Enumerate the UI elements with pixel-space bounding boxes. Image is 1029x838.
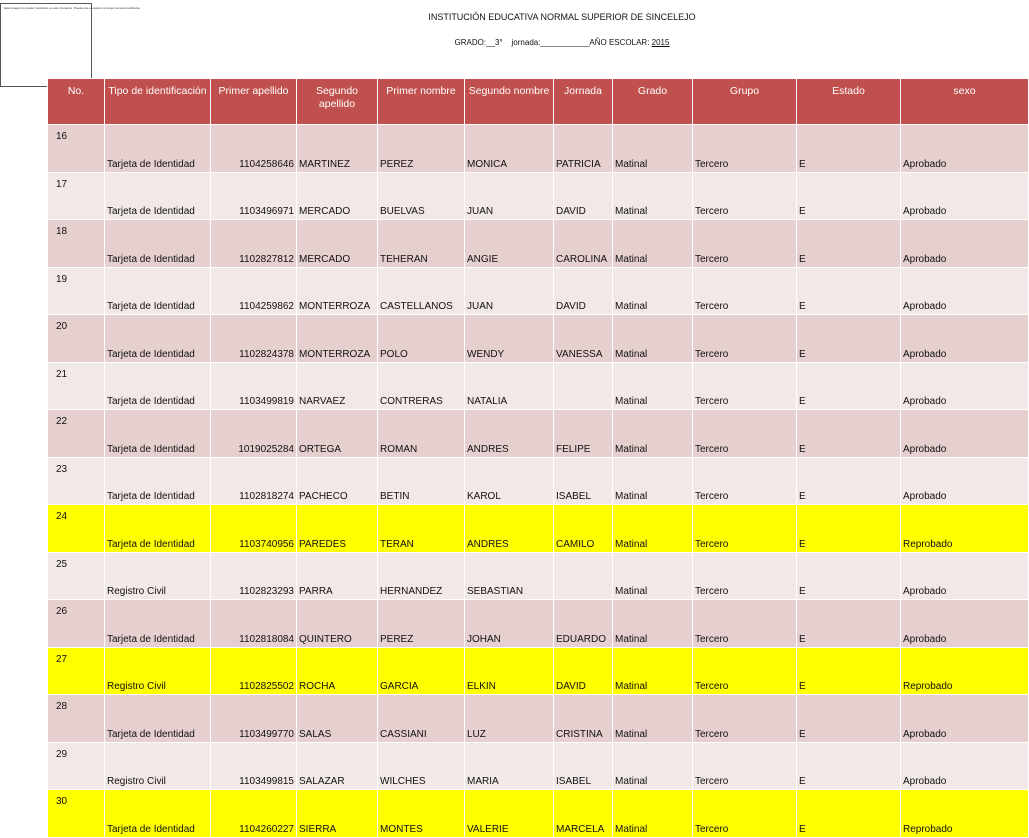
institution-title: INSTITUCIÓN EDUCATIVA NORMAL SUPERIOR DE SINCELEJO [428,12,696,22]
id-number-cell: 1103740956 [211,505,297,553]
shift-cell: Matinal [613,220,693,268]
anio-label: AÑO ESCOLAR: [589,38,650,47]
group-cell: E [797,172,901,220]
column-header: Grado [613,79,693,125]
id-type-cell: Tarjeta de Identidad [105,505,211,553]
second-surname-cell: ROMAN [378,410,465,458]
id-type-cell: Tarjeta de Identidad [105,315,211,363]
id-number-cell: 1102825502 [211,647,297,695]
status-cell: Aprobado [901,410,1029,458]
row-number-cell: 30 [48,790,105,838]
jornada-value: ___________ [540,38,590,47]
second-surname-cell: CASTELLANOS [378,267,465,315]
grade-cell: Tercero [693,790,797,838]
shift-cell: Matinal [613,600,693,648]
first-surname-cell: PACHECO [297,457,378,505]
group-cell: E [797,267,901,315]
status-cell: Aprobado [901,600,1029,648]
group-cell: E [797,125,901,173]
row-number-cell: 29 [48,742,105,790]
status-cell: Aprobado [901,220,1029,268]
table-row [48,267,1029,315]
first-surname-cell: SALAS [297,695,378,743]
id-number-cell: 1102818274 [211,457,297,505]
second-name-cell: DAVID [554,267,613,315]
second-surname-cell: TEHERAN [378,220,465,268]
shift-cell: Matinal [613,125,693,173]
second-name-cell: CRISTINA [554,695,613,743]
row-number-cell: 23 [48,457,105,505]
shift-cell: Matinal [613,362,693,410]
id-number-cell: 1102824378 [211,315,297,363]
id-number-cell: 1103499815 [211,742,297,790]
first-surname-cell: ROCHA [297,647,378,695]
group-cell: E [797,505,901,553]
second-surname-cell: WILCHES [378,742,465,790]
grado-label: GRADO: [454,38,487,47]
id-type-cell: Tarjeta de Identidad [105,790,211,838]
shift-cell: Matinal [613,790,693,838]
first-surname-cell: QUINTERO [297,600,378,648]
shift-cell: Matinal [613,267,693,315]
id-type-cell: Tarjeta de Identidad [105,410,211,458]
first-name-cell: LUZ [465,695,554,743]
table-row [48,220,1029,268]
table-header [48,79,1029,125]
id-type-cell: Tarjeta de Identidad [105,172,211,220]
status-cell: Reprobado [901,505,1029,553]
second-name-cell: CAMILO [554,505,613,553]
table-row [48,362,1029,410]
table-row [48,790,1029,838]
row-number-cell: 22 [48,410,105,458]
id-type-cell: Tarjeta de Identidad [105,362,211,410]
group-cell: E [797,457,901,505]
id-number-cell: 1103496971 [211,172,297,220]
second-surname-cell: HERNANDEZ [378,552,465,600]
status-cell: Aprobado [901,315,1029,363]
group-cell: E [797,410,901,458]
table-row [48,315,1029,363]
shift-cell: Matinal [613,315,693,363]
id-number-cell: 1104258646 [211,125,297,173]
first-surname-cell: PARRA [297,552,378,600]
grade-cell: Tercero [693,315,797,363]
first-name-cell: NATALIA [465,362,554,410]
grade-cell: Tercero [693,220,797,268]
row-number-cell: 19 [48,267,105,315]
status-cell: Aprobado [901,742,1029,790]
second-name-cell: VANESSA [554,315,613,363]
table-row [48,172,1029,220]
shift-cell: Matinal [613,172,693,220]
status-cell: Reprobado [901,790,1029,838]
second-surname-cell: PEREZ [378,600,465,648]
table-body [48,125,1029,838]
row-number-cell: 26 [48,600,105,648]
status-cell: Aprobado [901,125,1029,173]
first-surname-cell: NARVAEZ [297,362,378,410]
column-header: Segundo nombre [465,79,554,125]
first-surname-cell: SIERRA [297,790,378,838]
grade-cell: Tercero [693,695,797,743]
second-surname-cell: CASSIANI [378,695,465,743]
group-cell: E [797,220,901,268]
second-name-cell: MARCELA [554,790,613,838]
second-surname-cell: GARCIA [378,647,465,695]
student-roster-table [47,78,1029,838]
id-number-cell: 1104259862 [211,267,297,315]
first-surname-cell: MARTINEZ [297,125,378,173]
table-row [48,647,1029,695]
row-number-cell: 16 [48,125,105,173]
second-name-cell: EDUARDO [554,600,613,648]
first-surname-cell: MONTERROZA [297,315,378,363]
status-cell: Aprobado [901,457,1029,505]
first-name-cell: JUAN [465,172,554,220]
grade-cell: Tercero [693,600,797,648]
status-cell: Aprobado [901,267,1029,315]
shift-cell: Matinal [613,410,693,458]
jornada-label: jornada: [511,38,541,47]
column-header: sexo [901,79,1029,125]
grade-cell: Tercero [693,505,797,553]
first-name-cell: WENDY [465,315,554,363]
second-surname-cell: MONTES [378,790,465,838]
first-name-cell: MARIA [465,742,554,790]
id-number-cell: 1103499819 [211,362,297,410]
first-name-cell: KAROL [465,457,554,505]
row-number-cell: 25 [48,552,105,600]
grade-cell: Tercero [693,410,797,458]
table-row [48,600,1029,648]
id-type-cell: Tarjeta de Identidad [105,220,211,268]
second-name-cell: ISABEL [554,742,613,790]
second-name-cell [554,552,613,600]
shift-cell: Matinal [613,695,693,743]
grado-value: __3° [486,38,503,47]
second-name-cell: ISABEL [554,457,613,505]
status-cell: Aprobado [901,552,1029,600]
second-surname-cell: POLO [378,315,465,363]
first-name-cell: ELKIN [465,647,554,695]
header-row [48,79,1029,125]
id-number-cell: 1102827812 [211,220,297,268]
table-row [48,695,1029,743]
second-surname-cell: PEREZ [378,125,465,173]
group-cell: E [797,742,901,790]
anio-value: 2015 [651,38,670,47]
second-name-cell [554,362,613,410]
status-cell: Reprobado [901,647,1029,695]
id-number-cell: 1019025284 [211,410,297,458]
second-name-cell: FELIPE [554,410,613,458]
group-cell: E [797,600,901,648]
column-header: Tipo de identificación [105,79,211,125]
id-type-cell: Tarjeta de Identidad [105,457,211,505]
second-surname-cell: BETIN [378,457,465,505]
grade-line [300,38,824,47]
status-cell: Aprobado [901,172,1029,220]
grade-cell: Tercero [693,362,797,410]
second-name-cell: PATRICIA [554,125,613,173]
shift-cell: Matinal [613,742,693,790]
logo-placeholder [0,3,140,87]
id-type-cell: Tarjeta de Identidad [105,267,211,315]
id-type-cell: Tarjeta de Identidad [105,695,211,743]
shift-cell: Matinal [613,457,693,505]
status-cell: Aprobado [901,695,1029,743]
table-row [48,457,1029,505]
column-header: Estado [797,79,901,125]
shift-cell: Matinal [613,647,693,695]
grade-cell: Tercero [693,552,797,600]
first-surname-cell: MERCADO [297,220,378,268]
grade-cell: Tercero [693,125,797,173]
table-row [48,505,1029,553]
id-type-cell: Registro Civil [105,742,211,790]
id-type-cell: Tarjeta de Identidad [105,125,211,173]
first-surname-cell: ORTEGA [297,410,378,458]
first-name-cell: SEBASTIAN [465,552,554,600]
row-number-cell: 21 [48,362,105,410]
second-surname-cell: CONTRERAS [378,362,465,410]
table-row [48,742,1029,790]
id-number-cell: 1104260227 [211,790,297,838]
grade-cell: Tercero [693,267,797,315]
first-surname-cell: PAREDES [297,505,378,553]
first-name-cell: ANGIE [465,220,554,268]
first-name-cell: MONICA [465,125,554,173]
second-surname-cell: TERAN [378,505,465,553]
id-type-cell: Tarjeta de Identidad [105,600,211,648]
group-cell: E [797,647,901,695]
column-header: Primer nombre [378,79,465,125]
id-number-cell: 1103499770 [211,695,297,743]
id-number-cell: 1102818084 [211,600,297,648]
id-type-cell: Registro Civil [105,552,211,600]
shift-cell: Matinal [613,505,693,553]
column-header: Primer apellido [211,79,297,125]
first-surname-cell: MERCADO [297,172,378,220]
second-name-cell: CAROLINA [554,220,613,268]
row-number-cell: 24 [48,505,105,553]
second-surname-cell: BUELVAS [378,172,465,220]
column-header: No. [48,79,105,125]
first-surname-cell: MONTERROZA [297,267,378,315]
grade-cell: Tercero [693,647,797,695]
row-number-cell: 17 [48,172,105,220]
group-cell: E [797,362,901,410]
id-number-cell: 1102823293 [211,552,297,600]
group-cell: E [797,790,901,838]
column-header: Grupo [693,79,797,125]
first-name-cell: JUAN [465,267,554,315]
group-cell: E [797,695,901,743]
grade-cell: Tercero [693,172,797,220]
second-name-cell: DAVID [554,647,613,695]
row-number-cell: 28 [48,695,105,743]
first-name-cell: ANDRES [465,505,554,553]
grade-cell: Tercero [693,742,797,790]
column-header: Segundo apellido [297,79,378,125]
row-number-cell: 18 [48,220,105,268]
first-surname-cell: SALAZAR [297,742,378,790]
status-cell: Aprobado [901,362,1029,410]
table-row [48,410,1029,458]
first-name-cell: VALERIE [465,790,554,838]
group-cell: E [797,315,901,363]
logo-caption: Esta imagen no puede mostrarse en este momento. Puede que el equipo no tenga memoria suficiente [4,6,140,10]
second-name-cell: DAVID [554,172,613,220]
row-number-cell: 27 [48,647,105,695]
first-name-cell: ANDRES [465,410,554,458]
table-row [48,552,1029,600]
table-row [48,125,1029,173]
grade-cell: Tercero [693,457,797,505]
column-header: Jornada [554,79,613,125]
id-type-cell: Registro Civil [105,647,211,695]
shift-cell: Matinal [613,552,693,600]
group-cell: E [797,552,901,600]
first-name-cell: JOHAN [465,600,554,648]
row-number-cell: 20 [48,315,105,363]
